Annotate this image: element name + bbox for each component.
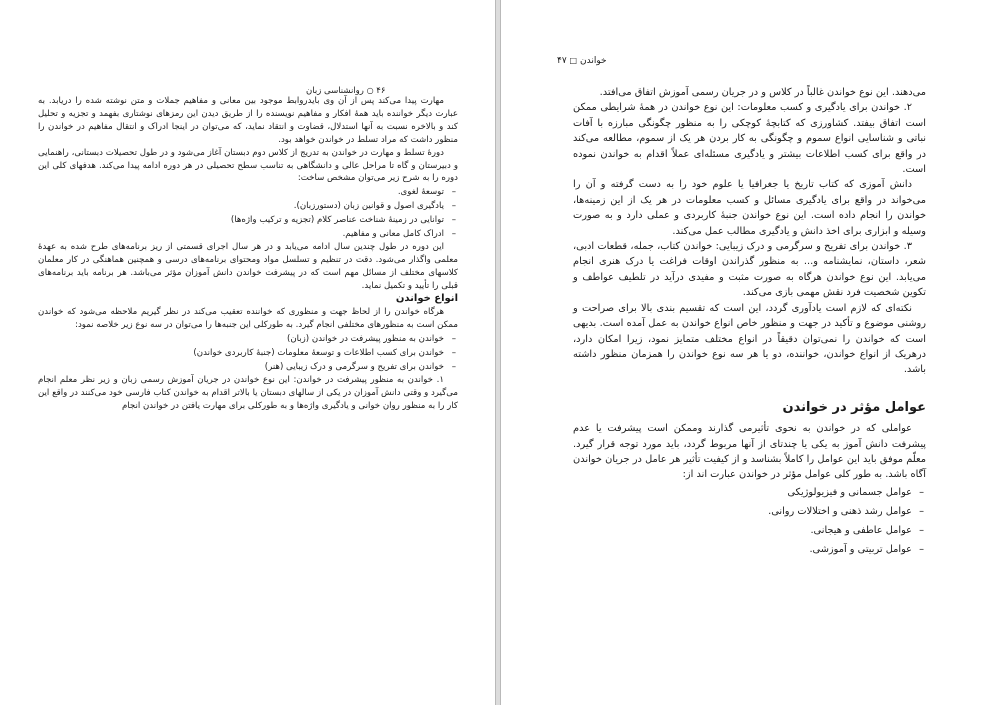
list-item: – عوامل تربیتی و آموزشی. [573,540,912,559]
right-page [500,0,997,705]
section-title: عوامل مؤثر در خواندن [782,399,926,415]
list-item: – توسعهٔ لغوی. [38,185,444,199]
right-book-title: خواندن [579,56,607,66]
paragraph: عواملی که در خواندن به نحوی تأثیرمی گذارند وممکن است پیشرفت یا عدم پیشرفت دانش آموز به یکی یا چندتای از آنها مربوط گردد، باید مورد توجه قرار گیرد. معلّم موفق باید این عوامل را کاملاً بشناسد و از کیفیت تأثیر هر عامل در جریان خواندن آگاه باشد. به طور کلی عوامل مؤثر در خواندن عبارت اند از: [573,423,926,481]
reading-types-list [38,332,458,374]
paragraph: دورهٔ تسلط و مهارت در خواندن به تدریج از کلاس دوم دبستان آغاز می‌شود و در طول تحصیلات دبستانی، راهنمایی و دبیرستان و گاه تا مراحل عالی و دانشگاهی به تناسب سطح تحصیلی در هر دوره ادامه پیدا می‌کند. هدفهای کلی این دوره را به شرح زیر می‌توان مشخص ساخت: [38,147,458,184]
paragraph: نکته‌ای که لازم است یادآوری گردد، این است که تقسیم بندی بالا برای صراحت و روشنی موضوع و تأکید در جهت و منظور خاص انواع خواندن به عمل آمده است. بدیهی است که خواندن را نمی‌توان دقیقاً در انواع مختلف متمایز نمود، زیرا امکان دارد، درهریک از انواع خواندن، خواننده، دو یا هر سه نوع خواندن را همزمان منظور داشته باشد. [573,302,926,376]
left-book-title: روانشناسی زبان [306,86,364,96]
left-page-body [38,95,458,412]
list-item: – خواندن به منظور پیشرفت در خواندن (زبان) [38,332,444,346]
right-page-header [557,56,607,66]
list-item: – عوامل عاطفی و هیجانی. [573,521,912,540]
header-separator-icon: □ [569,56,578,65]
goals-list [38,185,458,241]
paragraph: ۲. خواندن برای یادگیری و کسب معلومات: این نوع خواندن در همهٔ شرایطی ممکن است اتفاق بیفتد. کشاورزی که کتابچهٔ کوچکی را به منظور چگونگی مبارزه با آفات نباتی و شناسایی انواع سموم و چگونگی به کار بردن هر یک از سموم، مطالعه می‌کند در واقع برای کسب اطلاعات بیشتر و یادگیری مسئله‌ای عملاً اقدام به خواندن نموده است. [573,102,926,176]
list-item: – یادگیری اصول و قوانین زبان (دستورزبان). [38,199,444,213]
paragraph: این دوره در طول چندین سال ادامه می‌یابد و در هر سال اجرای قسمتی از ریز برنامه‌های طرح شده به عهدهٔ معلمی واگذار می‌شود. دقت در تنظیم و تسلسل مواد ومحتوای برنامه‌های درسی و همچنین هماهنگی در کار معلمان کلاسهای مختلف از مسائل مهم است که در پیشرفت خواندن دانش آموزان مؤثر می‌باشد. هر برنامه باید برنامه‌های قبلی را تأیید و تکمیل نماید. [38,242,458,292]
list-item: – خواندن برای کسب اطلاعات و توسعهٔ معلومات (جنبهٔ کاربردی خواندن) [38,346,444,360]
paragraph: مهارت پیدا می‌کند پس از آن وی بایدروابط موجود بین معانی و مفاهیم جملات و متن نوشته شده را دریابد. به عبارت دیگر خواننده باید همهٔ افکار و مفاهیم نویسنده را از طریق دیدن این رمزهای نوشتاری بفهمد و تجزیه و تحلیل کند و بالاخره نسبت به آنها استدلال، قضاوت و انتقاد نماید، که می‌توان در اینجا ادراک و انتقال مفاهیم در خواندن را منظور داشت که مراد تسلط در خواندن خواهد بود. [38,96,458,145]
subheading-reading-types: انواع خواندن [395,292,458,304]
list-item: – توانایی در زمینهٔ شناخت عناصر کلام (تجزیه و ترکیب واژه‌ها) [38,213,444,227]
list-item: – عوامل رشد ذهنی و اختلالات روانی. [573,502,912,521]
paragraph: می‌دهند. این نوع خواندن غالباً در کلاس و در جریان رسمی آموزش اتفاق می‌افتد. [599,87,926,98]
right-page-body [573,85,926,559]
left-page [0,0,496,705]
factors-list [573,483,926,559]
header-separator-icon: ○ [366,86,374,95]
paragraph: هرگاه خواندن را از لحاظ جهت و منظوری که خواننده تعقیب می‌کند در نظر گیریم ملاحظه می‌شود که خواندن ممکن است به منظورهای مختلفی انجام گیرد. به طورکلی این جنبه‌ها را می‌توان در سه نوع زیر خلاصه نمود: [38,306,458,330]
list-item: – خواندن برای تفریح و سرگرمی و درک زیبایی (هنر) [38,360,444,374]
list-item: – عوامل جسمانی و فیزیولوژیکی [573,483,912,502]
paragraph: ۱. خواندن به منظور پیشرفت در خواندن: این نوع خواندن در جریان آموزش رسمی زبان و زیر نظر معلم انجام می‌گیرد و وقتی دانش آموزان در یکی از سالهای دبستان یا بالاتر اقدام به خواندن کتاب فارسی خود می‌کنند در واقع این کار را به منظور روان خوانی و یادگیری واژه‌ها و به طورکلی برای مهارت یافتن در خواندن انجام [38,374,458,411]
paragraph: ۳. خواندن برای تفریح و سرگرمی و درک زیبایی: خواندن کتاب، جمله، قطعات ادبی، شعر، داستان، نمایشنامه و... به منظور گذراندن اوقات فراغت یا درک هنری انجام می‌یابد. این نوع خواندن هرگاه به صورت مثبت و مفیدی درآید در تلطیف عواطف و تکوین شخصیت فرد نقش مهمی بازی می‌کند. [573,241,926,299]
right-page-number: ۴۷ [557,56,567,66]
left-page-number: ۴۶ [376,86,386,96]
paragraph: دانش آموزی که کتاب تاریخ یا جغرافیا یا علوم خود را به دست گرفته و آن را می‌خواند در واقع برای یادگیری مسائل و کسب معلومات در هر یک از این زمینه‌ها، خواندن را انجام داده است. این نوع خواندن جنبهٔ کاربردی و عملی دارد و به صورت وسیله و ابزاری برای اخذ دانش و یادگیری مطالب عمل می‌کند. [573,179,926,237]
list-item: – ادراک کامل معانی و مفاهیم. [38,227,444,241]
